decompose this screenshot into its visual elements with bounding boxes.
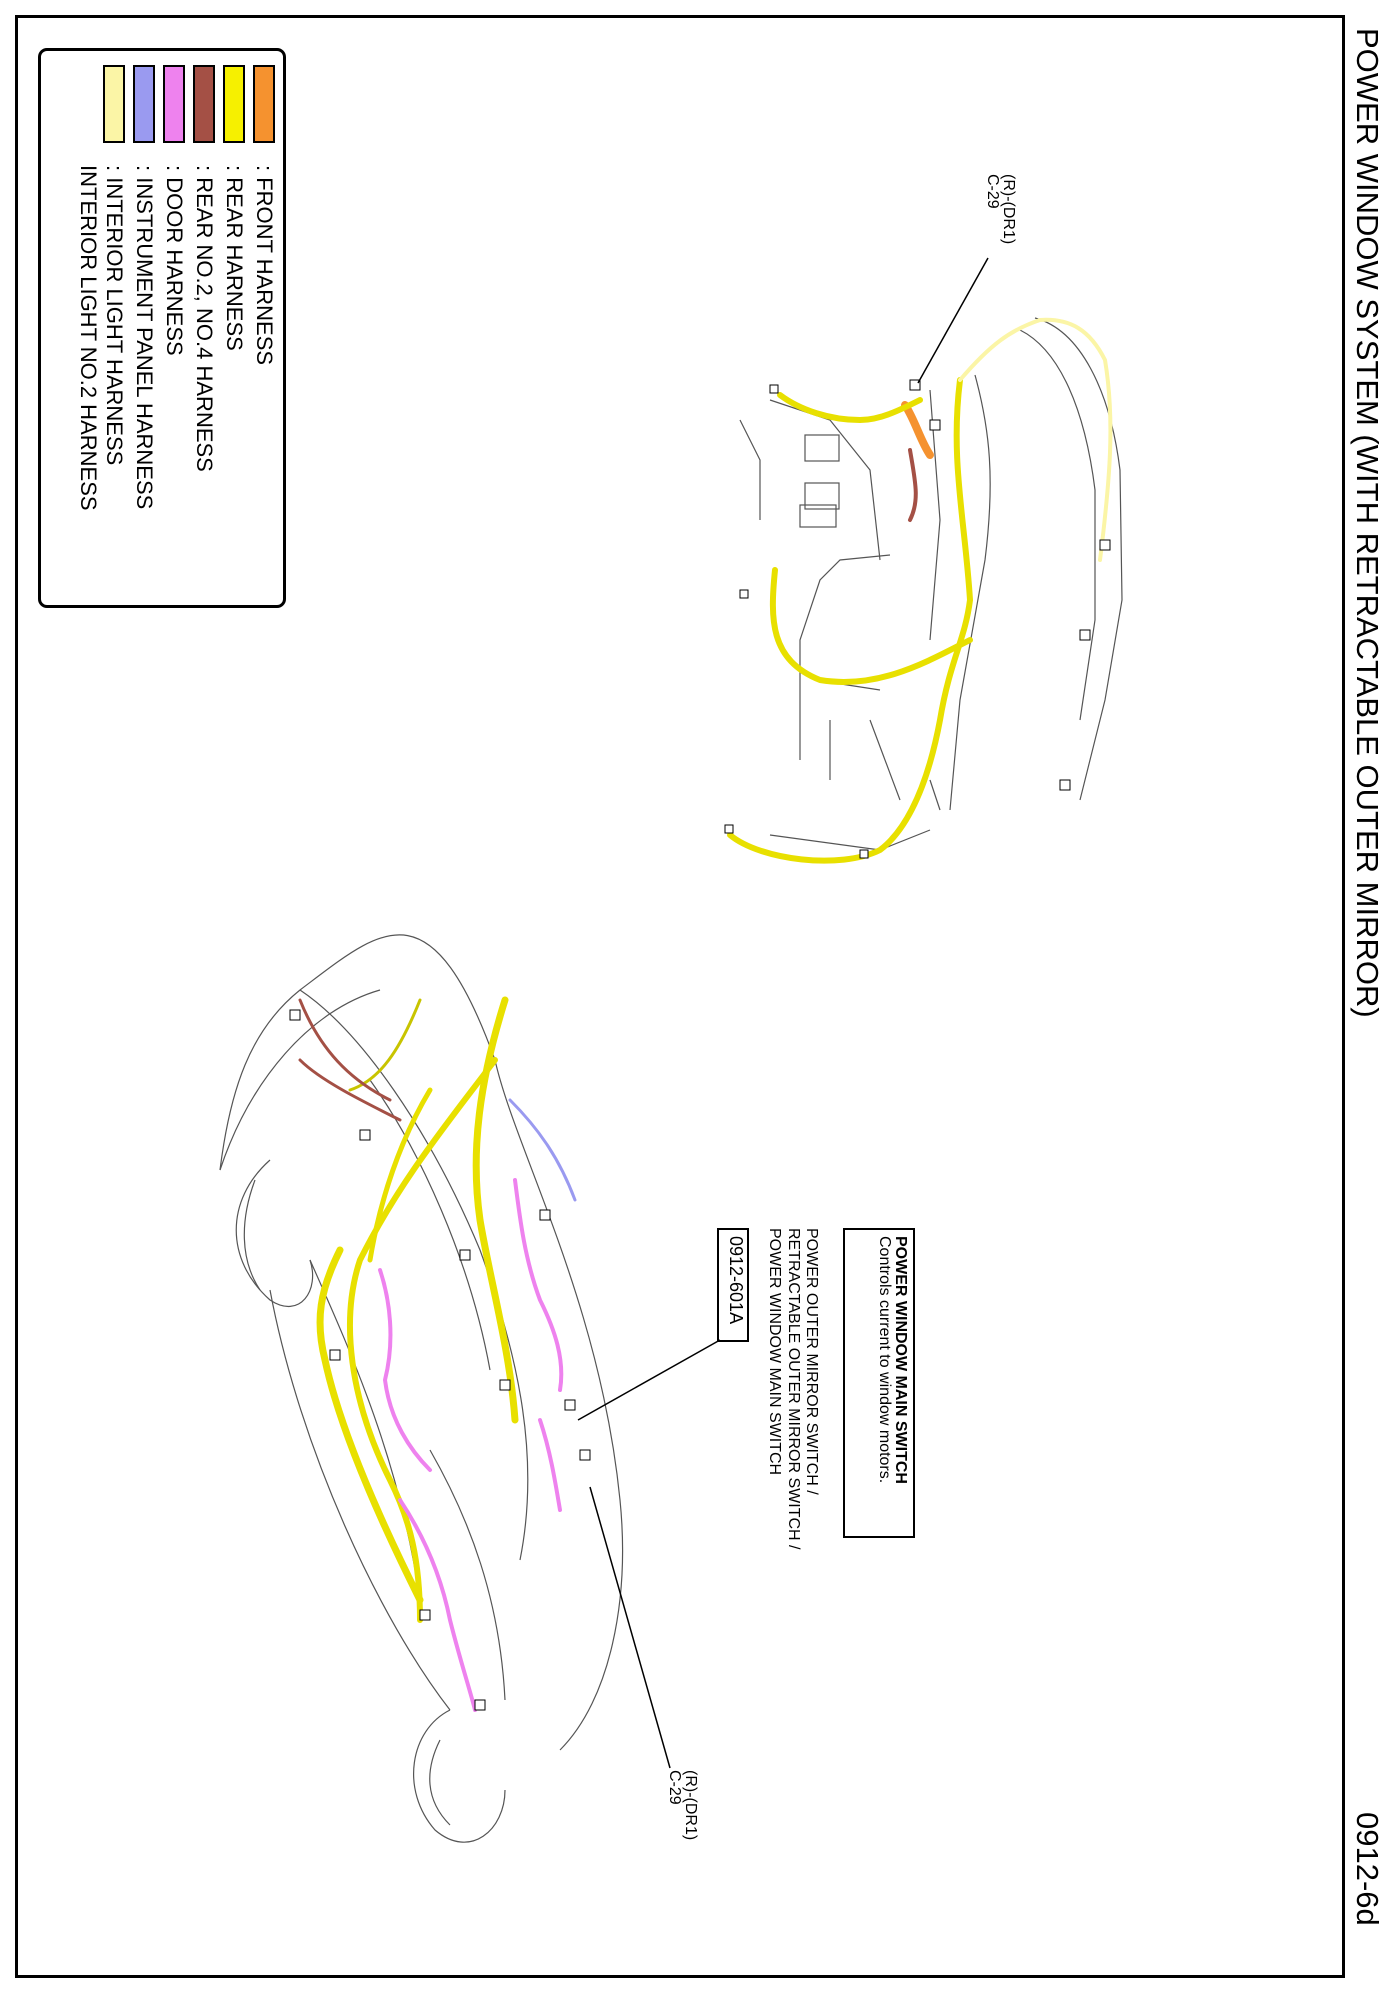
switch-callout-description: Controls current to window motors. — [876, 1236, 893, 1484]
connector-bottom-line2: C-29 — [666, 1770, 683, 1805]
connector-label-top — [984, 174, 1016, 244]
switch-names — [765, 1228, 820, 1550]
switch-name-3: POWER WINDOW MAIN SWITCH — [766, 1228, 784, 1476]
instrument-panel-drawing — [740, 318, 1122, 850]
legend-label-interior-light: : INTERIOR LIGHT HARNESS — [102, 165, 127, 466]
connector-top-leader — [918, 258, 988, 383]
connector-bottom-leader — [590, 1487, 670, 1768]
part-code: 0912-601A — [726, 1236, 746, 1325]
legend-label-door: : DOOR HARNESS — [162, 165, 187, 356]
legend-label-instrument-panel: : INSTRUMENT PANEL HARNESS — [132, 165, 157, 510]
instrument-panel-connectors — [725, 380, 1110, 858]
connector-bottom-line1: (R)-(DR1) — [682, 1770, 699, 1841]
connector-label-bottom — [666, 1770, 698, 1840]
connector-top-line2: C-29 — [984, 174, 1001, 209]
switch-name-2: RETRACTABLE OUTER MIRROR SWITCH / — [784, 1228, 802, 1550]
legend-label-rear-no2-no4: : REAR NO.2, NO.4 HARNESS — [192, 165, 217, 472]
instrument-panel-harnesses — [730, 320, 1110, 861]
legend-label-rear: : REAR HARNESS — [222, 165, 247, 351]
document-number: 0912-6d — [1350, 1812, 1385, 1926]
switch-callout-heading: POWER WINDOW MAIN SWITCH — [892, 1236, 909, 1484]
legend-label-interior-light-no2: INTERIOR LIGHT NO.2 HARNESS — [76, 165, 101, 511]
page-title: POWER WINDOW SYSTEM (WITH RETRACTABLE OUTER MIRROR) — [1350, 28, 1385, 1018]
connector-top-line1: (R)-(DR1) — [1000, 174, 1017, 245]
switch-callout — [876, 1236, 908, 1484]
vehicle-connectors — [290, 1010, 590, 1710]
legend-label-front: : FRONT HARNESS — [252, 165, 277, 366]
switch-name-1: POWER OUTER MIRROR SWITCH / — [803, 1228, 820, 1495]
vehicle-harnesses — [300, 1000, 575, 1710]
